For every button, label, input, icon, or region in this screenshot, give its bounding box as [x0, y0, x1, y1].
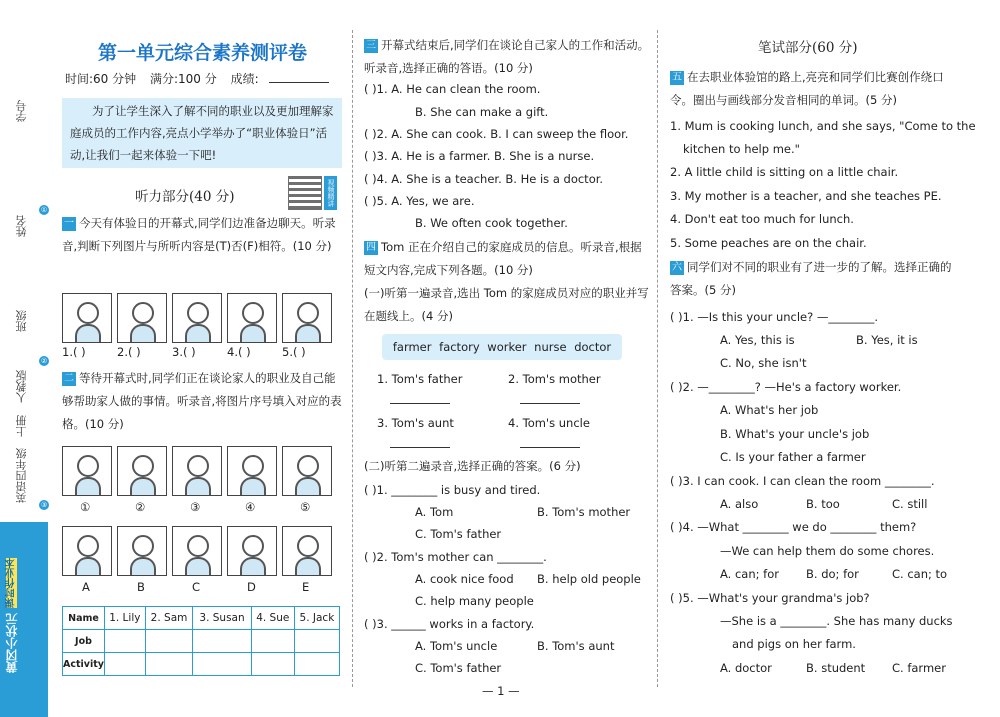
s5-item-3: 3. My mother is a teacher, and she teaches PE. — [670, 189, 942, 203]
activity-picture-d — [227, 526, 277, 576]
score-label: 成绩: — [230, 72, 259, 86]
listening-picture-3 — [172, 293, 222, 343]
answer-blank-4[interactable]: 4.( ) — [227, 345, 251, 359]
job-table — [62, 606, 340, 676]
term-label: 上册 — [15, 415, 28, 437]
section-6-number: 六 — [672, 262, 682, 273]
answer-blank-1[interactable]: 1.( ) — [62, 345, 86, 359]
s3-item-5: ( )5. A. Yes, we are. — [364, 194, 475, 208]
activity-answer-cell[interactable] — [145, 653, 193, 676]
s3-item-4: ( )4. A. She is a teacher. B. He is a doctor. — [364, 172, 604, 186]
answer-blank-3[interactable]: 3.( ) — [172, 345, 196, 359]
member-1-blank[interactable] — [390, 403, 450, 404]
s4-q3: ( )3. ______ works in a factory. — [364, 617, 535, 631]
s6-q3-b: B. too — [806, 497, 840, 511]
section-2-number: 二 — [64, 373, 74, 384]
s3-item-2: ( )2. A. She can cook. B. I can sweep the floor. — [364, 127, 629, 141]
table-cell-name: 3. Susan — [193, 607, 251, 630]
member-4: 4. Tom's uncle — [508, 416, 590, 430]
s6-q2: ( )2. —________? —He's a factory worker. — [670, 380, 902, 394]
listening-title: 听力部分(40 分) — [135, 189, 235, 205]
brand-main: 黄冈小状元 — [5, 612, 19, 673]
activity-picture-a — [62, 526, 112, 576]
spine-dot-1: ① — [40, 206, 48, 214]
s6-q5-reply-cont: and pigs on her farm. — [732, 637, 856, 651]
s3-item-1-b: B. She can make a gift. — [415, 105, 549, 119]
section-1-text: 今天有体验日的开幕式,同学们边准备边聊天。听录音,判断下列图片与所听内容是(T)否(F)相符。(10 分) — [62, 216, 336, 253]
activity-answer-cell[interactable] — [251, 653, 294, 676]
s5-item-5: 5. Some peaches are on the chair. — [670, 236, 867, 250]
brand-sub: 课时作业本 — [6, 558, 17, 609]
s6-q4-c: C. can; to — [892, 567, 948, 581]
s6-q5-b: B. student — [806, 661, 866, 675]
section-1-instruction — [62, 212, 344, 258]
table-cell-name: 1. Lily — [104, 607, 145, 630]
s6-q4-a: A. can; for — [720, 567, 779, 581]
member-1: 1. Tom's father — [377, 372, 463, 386]
s4-q2-a: A. cook nice food — [415, 572, 514, 586]
page-title: 第一单元综合素养测评卷 — [97, 42, 307, 64]
activity-answer-cell[interactable] — [104, 653, 145, 676]
s6-q5: ( )5. —What's your grandma's job? — [670, 591, 870, 605]
family-picture-1 — [62, 446, 112, 496]
job-answer-cell[interactable] — [104, 630, 145, 653]
picture-number-3: ③ — [190, 500, 201, 514]
intro-box: 为了让学生深入了解不同的职业以及更加理解家庭成员的工作内容,亮点小学举办了“职业体验日”活动,让我们一起来体验一下吧! — [62, 98, 342, 168]
picture-number-2: ② — [135, 500, 146, 514]
section-6-text: 同学们对不同的职业有了进一步的了解。选择正确的答案。(5 分) — [670, 260, 952, 297]
s6-q5-reply: —She is a ________. She has many ducks — [720, 614, 953, 628]
picture-number-1: ① — [80, 500, 91, 514]
exam-meta — [65, 70, 339, 87]
family-picture-2 — [117, 446, 167, 496]
listening-picture-1 — [62, 293, 112, 343]
answer-blank-2[interactable]: 2.( ) — [117, 345, 141, 359]
section-2-text: 等待开幕式时,同学们正在谈论家人的职业及自己能够帮助家人做的事情。听录音,将图片序号填入对应的表格。(10 分) — [62, 371, 342, 431]
section-4-number: 四 — [366, 242, 376, 253]
activity-picture-e — [282, 526, 332, 576]
qr-code[interactable] — [288, 176, 322, 210]
spine-dot-2: ② — [40, 357, 48, 365]
family-picture-4 — [227, 446, 277, 496]
s4-q2-c: C. help many people — [415, 594, 534, 608]
section-3-number: 三 — [366, 40, 376, 51]
full-score-label: 满分:100 分 — [149, 72, 217, 86]
member-2-blank[interactable] — [520, 403, 580, 404]
activity-picture-b — [117, 526, 167, 576]
s6-q1-a: A. Yes, this is — [720, 333, 795, 347]
s6-q1-b: B. Yes, it is — [856, 333, 918, 347]
s6-q1-c: C. No, she isn't — [720, 356, 807, 370]
section-5-instruction — [670, 66, 955, 112]
s5-item-1-cont: kitchen to help me." — [683, 142, 800, 156]
s4-q2: ( )2. Tom's mother can ________. — [364, 550, 547, 564]
s3-item-1: ( )1. A. He can clean the room. — [364, 82, 541, 96]
s6-q4-b: B. do; for — [806, 567, 859, 581]
picture-letter-b: B — [137, 580, 145, 594]
s4-q3-b: B. Tom's aunt — [537, 639, 615, 653]
spine-dot-3: ③ — [40, 501, 48, 509]
column-divider-1 — [352, 30, 353, 687]
qr-label: 视频精讲 — [324, 176, 337, 210]
time-label: 时间:60 分钟 — [65, 72, 137, 86]
s4-q3-a: A. Tom's uncle — [415, 639, 498, 653]
section-2-instruction — [62, 367, 344, 436]
page-number: — 1 — — [482, 684, 520, 698]
s4-q1-b: B. Tom's mother — [537, 505, 631, 519]
listening-picture-4 — [227, 293, 277, 343]
answer-blank-5[interactable]: 5.( ) — [282, 345, 306, 359]
edition-label: 人教版 — [15, 370, 28, 403]
s6-q3-c: C. still — [892, 497, 928, 511]
s6-q4-reply: —We can help them do some chores. — [720, 544, 935, 558]
s3-item-3: ( )3. A. He is a farmer. B. She is a nurse. — [364, 149, 595, 163]
activity-picture-c — [172, 526, 222, 576]
section-4-part-1: (一)听第一遍录音,选出 Tom 的家庭成员对应的职业并写在题线上。(4 分) — [364, 286, 649, 323]
written-title: 笔试部分(60 分) — [758, 40, 858, 56]
row-header-job: Job — [63, 630, 105, 653]
s4-q1-a: A. Tom — [415, 505, 454, 519]
section-1-number: 一 — [64, 218, 74, 229]
spine — [0, 0, 50, 717]
student-no-label: 学号 — [15, 100, 28, 122]
listening-picture-5 — [282, 293, 332, 343]
name-label: 姓名 — [15, 215, 28, 237]
picture-letter-a: A — [82, 580, 90, 594]
section-3-text: 开幕式结束后,同学们在谈论自己家人的工作和活动。听录音,选择正确的答语。(10 分) — [364, 38, 650, 75]
table-cell-name: 5. Jack — [294, 607, 339, 630]
member-4-blank[interactable] — [520, 447, 580, 448]
word-box: farmer factory worker nurse doctor — [382, 334, 622, 360]
s6-q2-c: C. Is your father a farmer — [720, 450, 866, 464]
picture-letter-d: D — [247, 580, 256, 594]
s5-item-4: 4. Don't eat too much for lunch. — [670, 212, 854, 226]
section-5-number: 五 — [672, 72, 682, 83]
activity-answer-cell[interactable] — [294, 653, 339, 676]
row-header-activity: Activity — [63, 653, 105, 676]
s5-item-2: 2. A little child is sitting on a little chair. — [670, 165, 899, 179]
class-label: 班级 — [15, 310, 28, 332]
member-3-blank[interactable] — [390, 447, 450, 448]
section-5-text: 在去职业体验馆的路上,亮亮和同学们比赛创作绕口令。圈出与画线部分发音相同的单词。(5 分) — [670, 70, 944, 107]
picture-number-4: ④ — [245, 500, 256, 514]
activity-answer-cell[interactable] — [193, 653, 251, 676]
s6-q5-a: A. doctor — [720, 661, 772, 675]
picture-letter-c: C — [192, 580, 201, 594]
s6-q5-c: C. farmer — [892, 661, 946, 675]
s6-q3-a: A. also — [720, 497, 759, 511]
s6-q4: ( )4. —What ________ we do ________ them? — [670, 520, 917, 534]
picture-number-5: ⑤ — [300, 500, 311, 514]
section-6-instruction — [670, 256, 955, 302]
job-answer-cell[interactable] — [251, 630, 294, 653]
s6-q1: ( )1. —Is this your uncle? —________. — [670, 310, 879, 324]
s5-item-1: 1. Mum is cooking lunch, and she says, "Come to the — [670, 119, 976, 133]
grade-label: 英语四年级 — [15, 448, 28, 503]
section-4-part-2: (二)听第二遍录音,选择正确的答案。(6 分) — [364, 459, 581, 473]
s6-q3: ( )3. I can cook. I can clean the room ________. — [670, 474, 935, 488]
family-picture-5 — [282, 446, 332, 496]
s4-q1: ( )1. ________ is busy and tired. — [364, 483, 541, 497]
picture-letter-e: E — [302, 580, 310, 594]
s3-item-5-b: B. We often cook together. — [415, 216, 568, 230]
table-cell-name: 2. Sam — [145, 607, 193, 630]
s4-q1-c: C. Tom's father — [415, 527, 502, 541]
s4-q3-c: C. Tom's father — [415, 661, 502, 675]
brand-strip — [0, 522, 48, 717]
job-answer-cell[interactable] — [294, 630, 339, 653]
s6-q2-a: A. What's her job — [720, 403, 819, 417]
family-picture-3 — [172, 446, 222, 496]
section-4-text: Tom 正在介绍自己的家庭成员的信息。听录音,根据短文内容,完成下列各题。(10 分) — [364, 240, 642, 277]
score-blank[interactable] — [269, 82, 329, 83]
listening-picture-2 — [117, 293, 167, 343]
job-answer-cell[interactable] — [145, 630, 193, 653]
member-2: 2. Tom's mother — [508, 372, 601, 386]
job-answer-cell[interactable] — [193, 630, 251, 653]
member-3: 3. Tom's aunt — [377, 416, 454, 430]
row-header-name: Name — [63, 607, 105, 630]
column-divider-2 — [657, 30, 658, 687]
s6-q2-b: B. What's your uncle's job — [720, 427, 870, 441]
table-cell-name: 4. Sue — [251, 607, 294, 630]
section-3-instruction — [364, 34, 650, 80]
s4-q2-b: B. help old people — [537, 572, 641, 586]
section-4-instruction — [364, 236, 650, 282]
